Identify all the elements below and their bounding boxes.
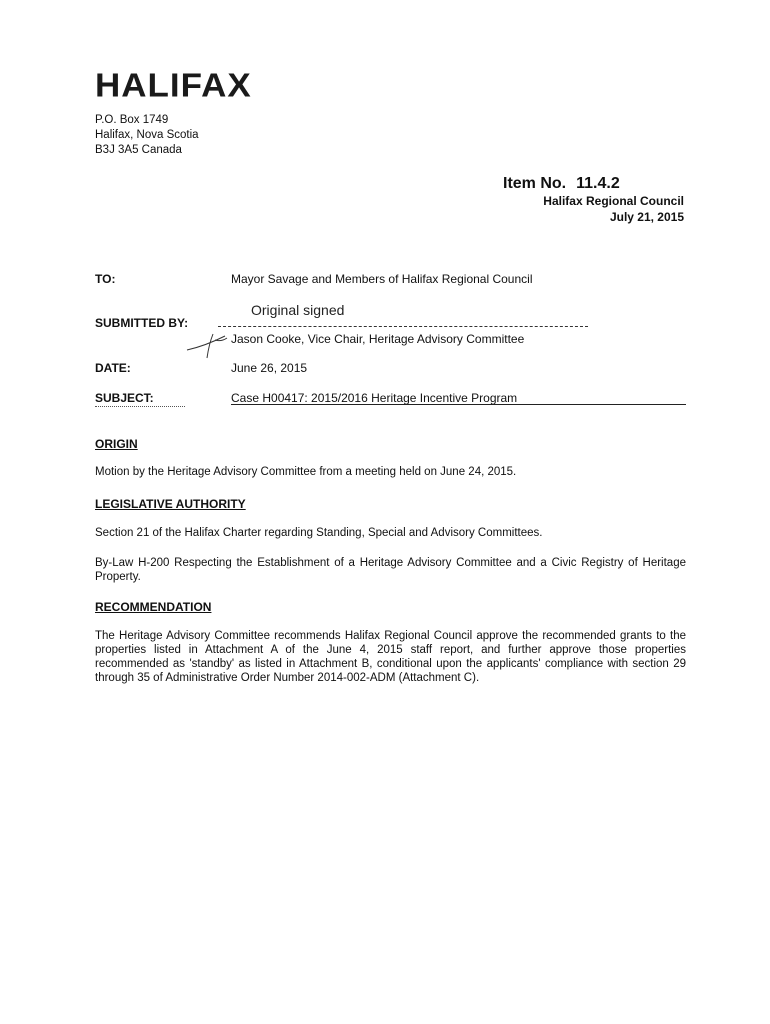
subject-label: SUBJECT: <box>95 391 154 405</box>
item-label: Item No. <box>503 175 567 192</box>
origin-text: Motion by the Heritage Advisory Committee from a meeting held on June 24, 2015. <box>95 466 517 478</box>
recommendation-text: The Heritage Advisory Committee recommends Halifax Regional Council approve the recommended grants to the properties listed in Attachment A of the June 4, 2015 staff report, and further approve those properties recommended as 'standby' as listed in Attachment B, conditional upon the applicants' compliance with section 29 through 35 of Administrative Order Number 2014-002-ADM (Attachment C). <box>95 630 686 684</box>
legislative-text-2: By-Law H-200 Respecting the Establishment of a Heritage Advisory Committee and a Civic Registry of Heritage Property. <box>95 557 686 583</box>
address-line: P.O. Box 1749 <box>95 114 169 126</box>
subject-label-rule <box>95 406 185 407</box>
recommendation-heading: RECOMMENDATION <box>95 600 212 614</box>
address-line: B3J 3A5 Canada <box>95 144 182 156</box>
address-line: Halifax, Nova Scotia <box>95 129 199 141</box>
legislative-text-1: Section 21 of the Halifax Charter regarding Standing, Special and Advisory Committees. <box>95 527 543 539</box>
original-signed-note: Original signed <box>251 302 345 318</box>
to-label: TO: <box>95 272 116 286</box>
subject-rule <box>231 404 686 405</box>
submitted-by-value: Jason Cooke, Vice Chair, Heritage Advisory Committee <box>231 332 525 346</box>
date-value: June 26, 2015 <box>231 361 308 375</box>
mailing-address <box>95 113 199 158</box>
signature-line <box>218 326 588 327</box>
halifax-logo: HALIFAX <box>95 67 252 105</box>
submitted-by-label: SUBMITTED BY: <box>95 316 189 330</box>
item-number: 11.4.2 <box>576 175 620 192</box>
to-value: Mayor Savage and Members of Halifax Regional Council <box>231 272 533 286</box>
date-label: DATE: <box>95 361 131 375</box>
council-block <box>543 193 684 225</box>
item-number-block <box>503 175 620 193</box>
legislative-authority-heading: LEGISLATIVE AUTHORITY <box>95 497 246 511</box>
council-name: Halifax Regional Council <box>543 194 684 208</box>
meeting-date: July 21, 2015 <box>609 210 684 224</box>
origin-heading: ORIGIN <box>95 437 138 451</box>
subject-value: Case H00417: 2015/2016 Heritage Incentive Program <box>231 391 518 405</box>
